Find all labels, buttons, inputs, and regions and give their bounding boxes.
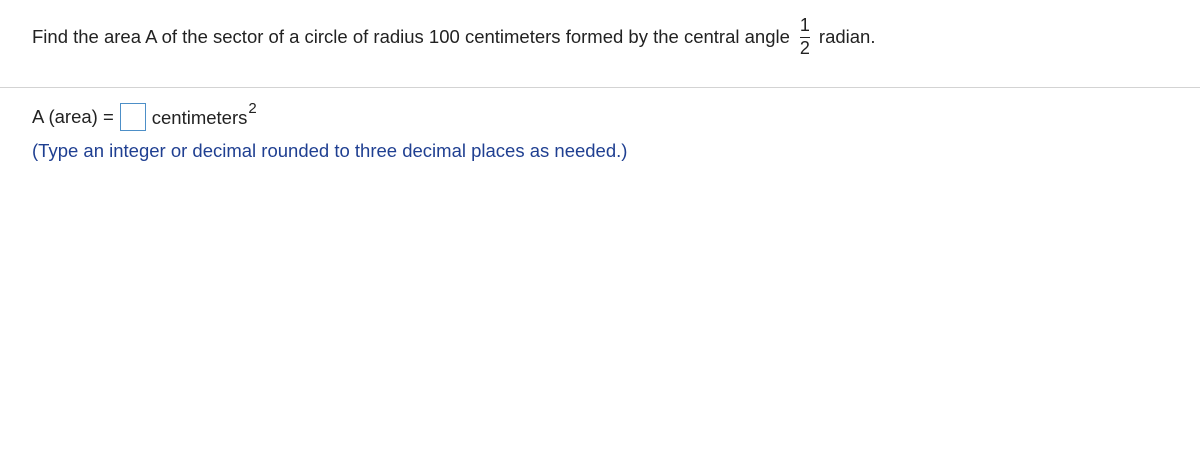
answer-label: A (area) = [32, 106, 114, 127]
unit-text: centimeters [151, 107, 248, 129]
answer-hint: (Type an integer or decimal rounded to three decimal places as needed.) [32, 140, 628, 161]
unit-exponent: 2 [248, 100, 257, 118]
question-text-end: radian. [818, 26, 876, 47]
answer-unit [151, 100, 257, 129]
section-divider [0, 87, 1200, 88]
angle-fraction [800, 16, 810, 58]
answer-row [32, 100, 257, 131]
answer-input[interactable] [120, 103, 146, 131]
question-prompt [32, 16, 875, 58]
fraction-denominator: 2 [799, 38, 810, 58]
question-text: Find the area A of the sector of a circle of radius 100 centimeters formed by the central angle [32, 26, 790, 47]
fraction-numerator: 1 [799, 15, 810, 35]
